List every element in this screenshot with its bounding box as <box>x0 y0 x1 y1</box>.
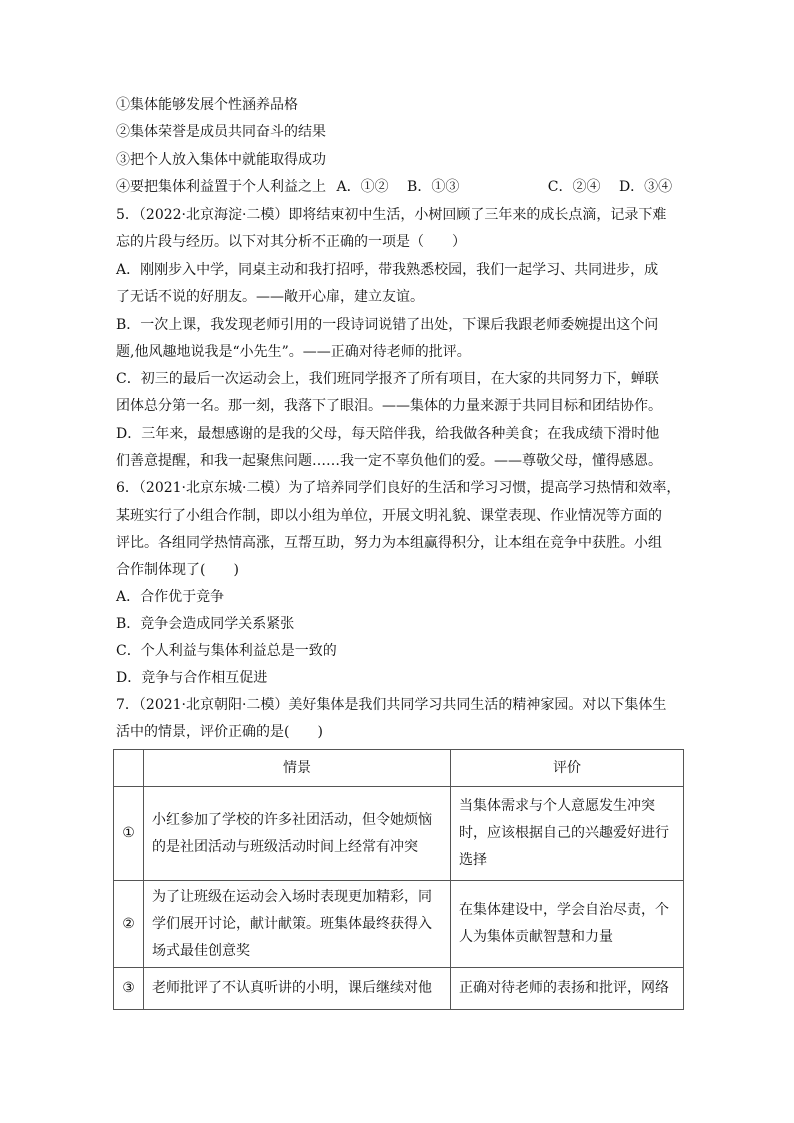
evaluation-line: 正确对待老师的表扬和批评，网络 <box>459 980 669 996</box>
q5-choice-d-cont: 们善意提醒，和我一起聚焦问题……我一定不辜负他们的爱。——尊敬父母，懂得感恩。 <box>116 453 662 469</box>
header-scene: 情景 <box>144 750 451 787</box>
q4-option-4: ④要把集体利益置于个人利益之上 <box>116 179 326 195</box>
q4-answer-d: D．③④ <box>618 179 673 195</box>
scene-line: 场式最佳创意奖 <box>152 942 250 959</box>
table-header-row <box>114 750 684 787</box>
scene-line: 的是社团活动与班级活动时间上经常有冲突 <box>152 838 418 855</box>
q4-answer-a: A．①② <box>336 179 389 195</box>
q5-stem-line: 忘的片段与经历。以下对其分析不正确的一项是（ ） <box>116 234 466 250</box>
row-scene <box>144 968 451 1010</box>
scene-line: 为了让班级在运动会入场时表现更加精彩，同 <box>152 888 432 905</box>
q6-stem-line: 某班实行了小组合作制，即以小组为单位，开展文明礼貌、课堂表现、作业情况等方面的 <box>116 508 662 524</box>
q7-stem-line: 活中的情景，评价正确的是( ) <box>116 724 323 740</box>
header-number <box>114 750 144 787</box>
q6-stem-line: 评比。各组同学热情高涨，互帮互助，努力为本组赢得积分，让本组在竞争中获胜。小组 <box>116 535 662 551</box>
row-evaluation <box>451 881 684 968</box>
q6-stem-line: 合作制体现了( ) <box>116 562 239 578</box>
row-number: ② <box>114 881 144 968</box>
evaluation-line: 选择 <box>459 852 487 868</box>
q4-option-2: ②集体荣誉是成员共同奋斗的结果 <box>116 124 326 140</box>
table-row <box>114 787 684 881</box>
evaluation-line: 时，应该根据自己的兴趣爱好进行 <box>459 825 669 841</box>
q5-choice-a-cont: 了无话不说的好朋友。——敞开心扉，建立友谊。 <box>116 289 424 305</box>
header-evaluation: 评价 <box>451 750 684 787</box>
row-scene <box>144 881 451 968</box>
evaluation-table <box>113 749 684 1010</box>
q4-option-1: ①集体能够发展个性涵养品格 <box>116 97 298 113</box>
q5-choice-b: B．一次上课，我发现老师引用的一段诗词说错了出处，下课后我跟老师委婉提出这个问 <box>116 317 659 333</box>
q6-choice-d: D．竞争与合作相互促进 <box>116 670 268 686</box>
q6-choice-c: C．个人利益与集体利益总是一致的 <box>116 643 337 659</box>
q5-choice-a: A．刚刚步入中学，同桌主动和我打招呼，带我熟悉校园，我们一起学习、共同进步，成 <box>116 262 659 278</box>
table-row <box>114 968 684 1010</box>
q6-choice-b: B．竞争会造成同学关系紧张 <box>116 616 295 632</box>
q5-choice-d: D．三年来，最想感谢的是我的父母，每天陪伴我，给我做各种美食；在我成绩下滑时他 <box>116 426 660 442</box>
q5-choice-c: C．初三的最后一次运动会上，我们班同学报齐了所有项目，在大家的共同努力下，蝉联 <box>116 371 659 387</box>
evaluation-line: 在集体建设中，学会自治尽责，个 <box>459 902 669 918</box>
q5-choice-b-cont: 题,他风趣地说我是“小先生”。——正确对待老师的批评。 <box>116 344 471 360</box>
q5-choice-c-cont: 团体总分第一名。那一刻，我落下了眼泪。——集体的力量来源于共同目标和团结协作。 <box>116 398 662 414</box>
q5-stem-line: 5．（2022·北京海淀·二模）即将结束初中生活，小树回顾了三年来的成长点滴，记录下难 <box>116 207 667 223</box>
evaluation-line: 当集体需求与个人意愿发生冲突 <box>459 798 655 814</box>
scene-line: 小红参加了学校的许多社团活动，但令她烦恼 <box>152 811 432 828</box>
q6-choice-a: A．合作优于竞争 <box>116 589 225 605</box>
row-evaluation <box>451 968 684 1010</box>
q6-stem-line: 6．（2021·北京东城·二模）为了培养同学们良好的生活和学习习惯，提高学习热情和效率， <box>116 480 681 496</box>
q4-answer-c: C．②④ <box>547 179 601 195</box>
q4-answer-b: B．①③ <box>407 179 460 195</box>
row-number: ① <box>114 787 144 881</box>
q4-option-3: ③把个人放入集体中就能取得成功 <box>116 152 326 168</box>
table-row <box>114 881 684 968</box>
row-number: ③ <box>114 968 144 1010</box>
q7-stem-line: 7．（2021·北京朝阳·二模）美好集体是我们共同学习共同生活的精神家园。对以下集体生 <box>116 697 667 713</box>
scene-line: 学们展开讨论，献计献策。班集体最终获得入 <box>152 915 432 932</box>
scene-line: 老师批评了不认真听讲的小明，课后继续对他 <box>152 980 432 996</box>
evaluation-line: 人为集体贡献智慧和力量 <box>459 929 613 945</box>
row-scene <box>144 787 451 881</box>
row-evaluation <box>451 787 684 881</box>
q4-option-4-line <box>116 177 672 197</box>
